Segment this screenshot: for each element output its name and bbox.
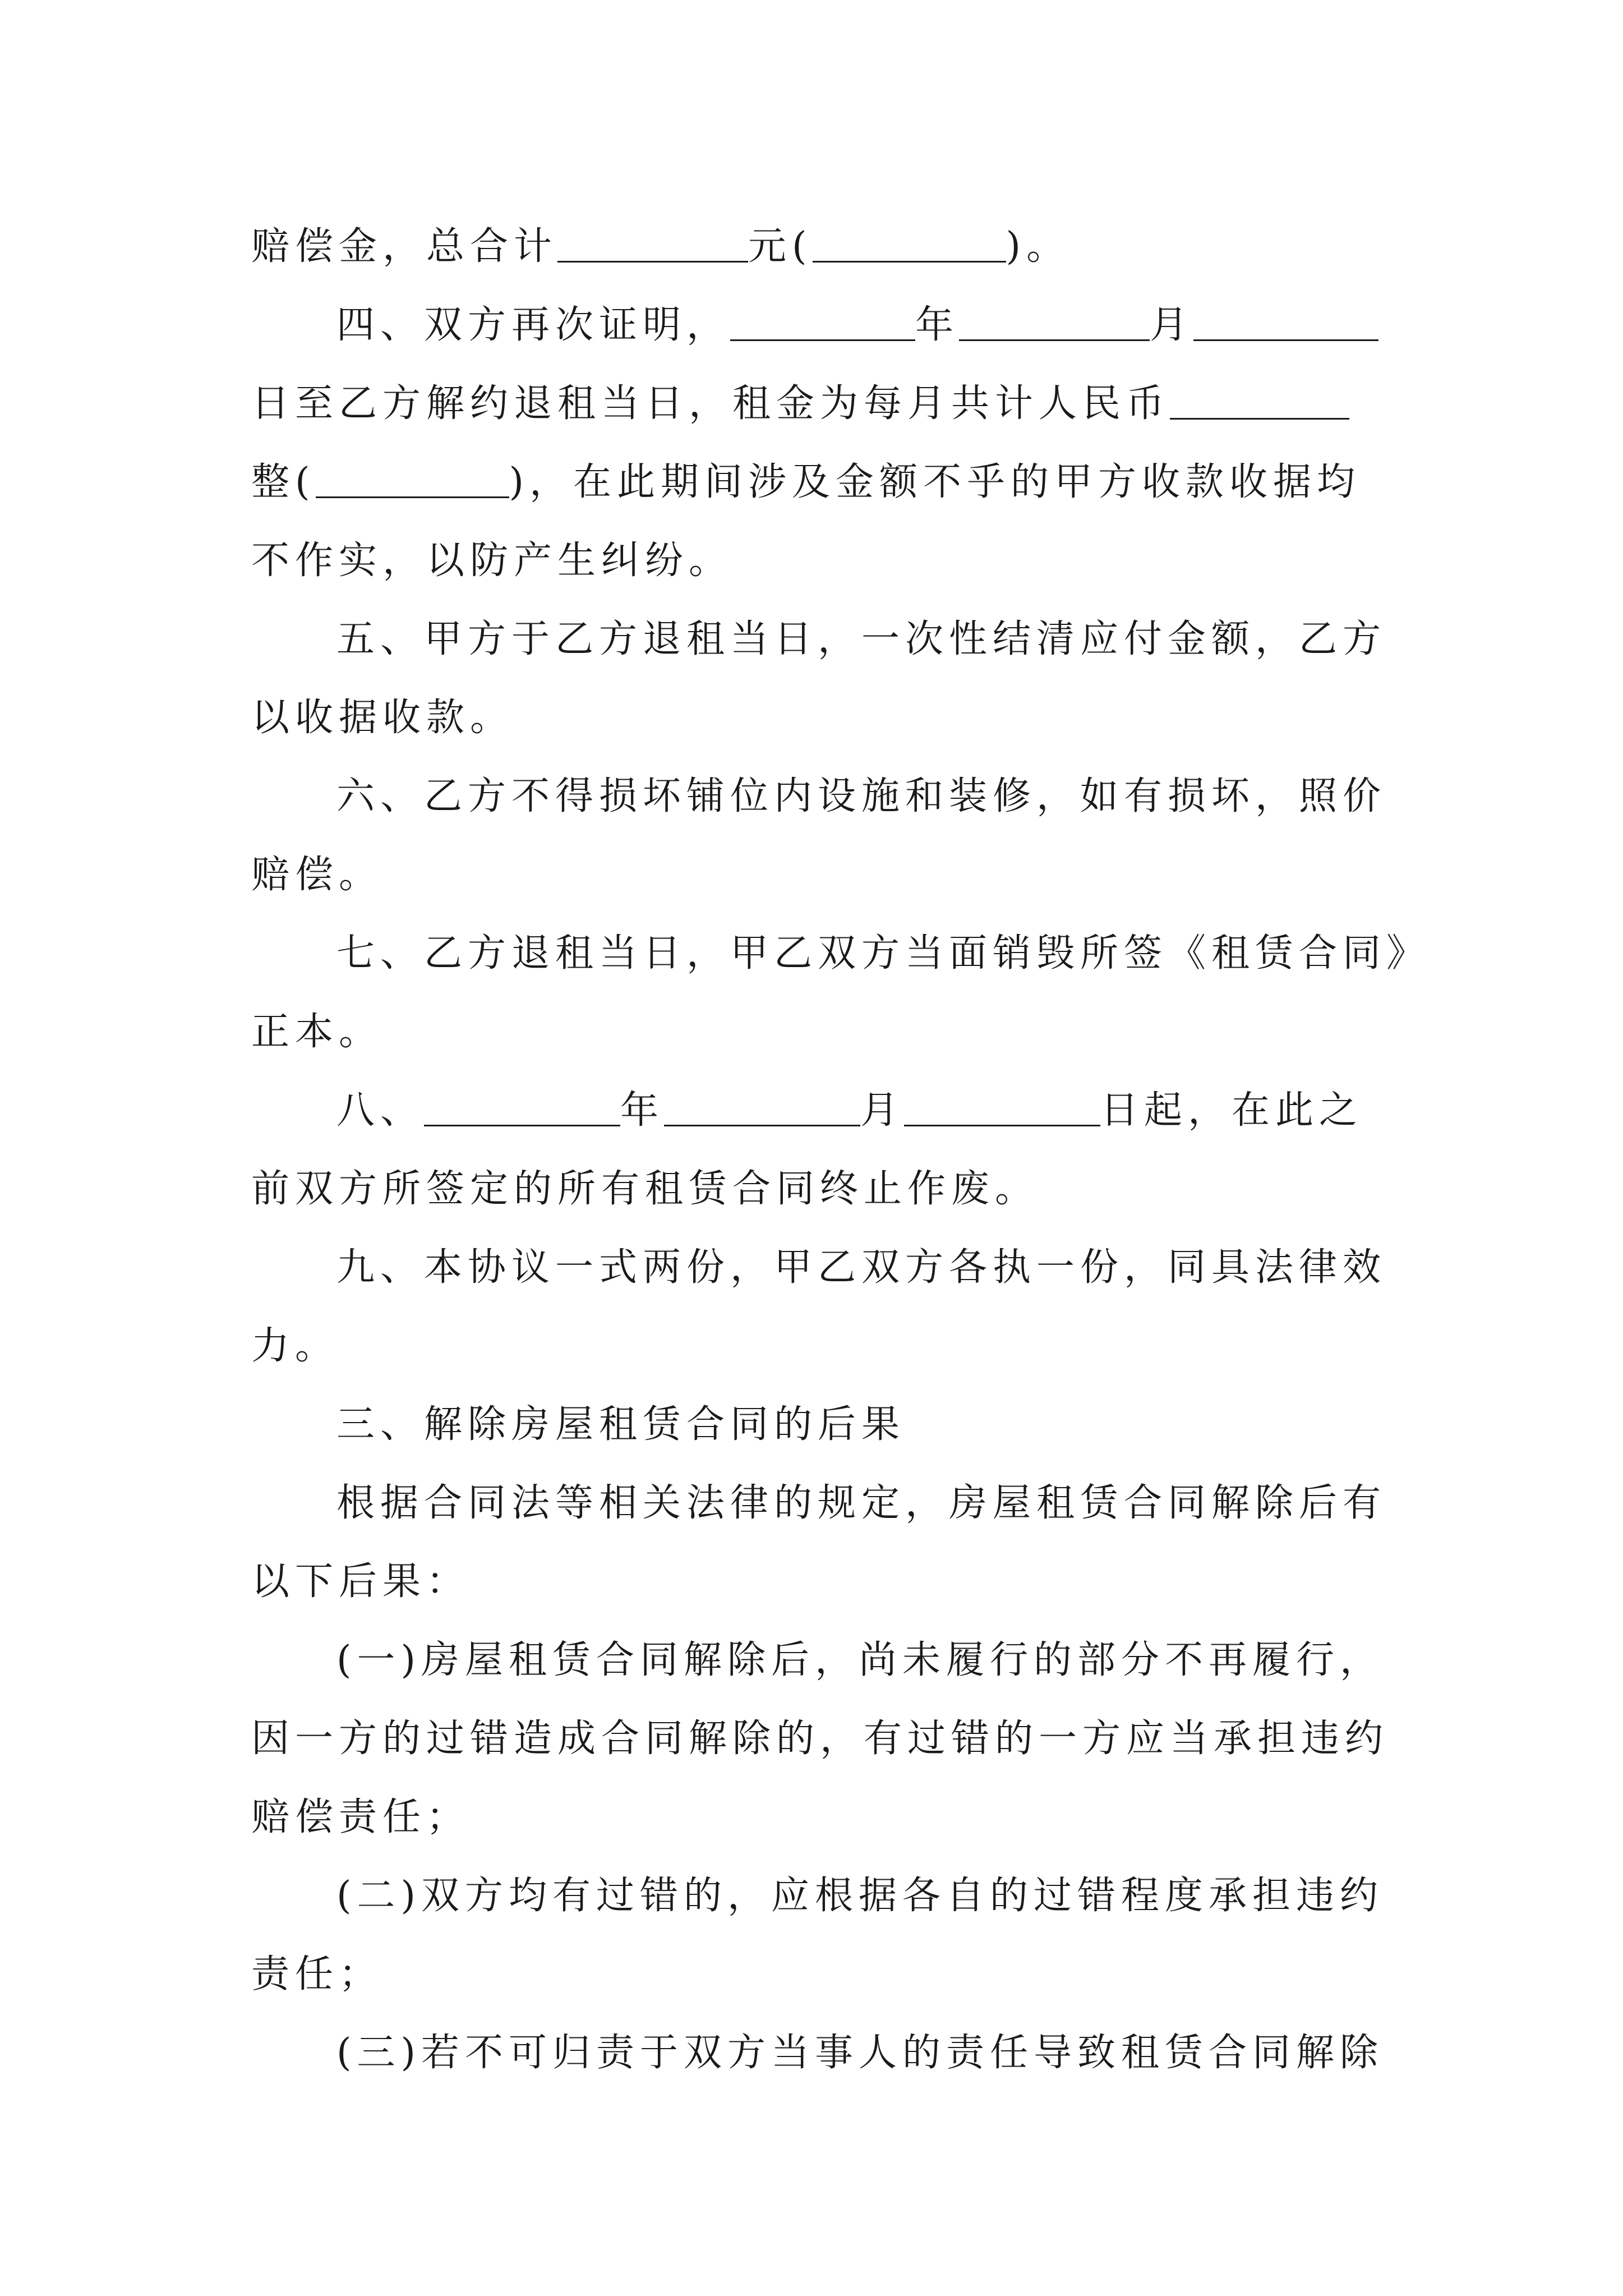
text-line: 以下后果：: [251, 1559, 471, 1604]
text-line: [251, 443, 1378, 522]
text-line: 赔偿。: [251, 853, 383, 897]
text-line: [251, 365, 1378, 443]
text-segment: )，在此期间涉及金额不乎的甲方收款收据均: [509, 460, 1361, 504]
text-line: 力。: [251, 1324, 339, 1368]
text-segment: )。: [1006, 224, 1071, 269]
text-line: 根据合同法等相关法律的规定，房屋租赁合同解除后有: [336, 1481, 1387, 1525]
text-segment: 日起，在此之: [1100, 1088, 1363, 1133]
text-line: [251, 1071, 1378, 1150]
text-line: 不作实，以防产生纠纷。: [251, 539, 733, 583]
text-line: 赔偿责任；: [251, 1795, 471, 1839]
blank-field: [813, 225, 1006, 263]
blank-field: [316, 461, 509, 498]
text-line: 九、本协议一式两份，甲乙双方各执一份，同具法律效: [336, 1245, 1387, 1290]
text-line: 因一方的过错造成合同解除的，有过错的一方应当承担违约: [251, 1717, 1389, 1761]
text-line: 五、甲方于乙方退租当日，一次性结清应付金额，乙方: [336, 617, 1387, 661]
text-line: 责任；: [251, 1952, 383, 1996]
text-segment: 年: [620, 1088, 665, 1133]
blank-field: [664, 1089, 860, 1126]
blank-field: [424, 1089, 620, 1126]
document-page: [251, 208, 1431, 2092]
blank-field: [1193, 303, 1378, 341]
text-line: 正本。: [251, 1010, 383, 1054]
section-heading: 三、解除房屋租赁合同的后果: [336, 1402, 906, 1447]
blank-field: [959, 303, 1150, 341]
text-line: 六、乙方不得损坏铺位内设施和装修，如有损坏，照价: [336, 774, 1387, 818]
text-segment: 元(: [748, 224, 813, 269]
text-segment: 赔偿金，总合计: [251, 224, 558, 269]
blank-field: [730, 303, 915, 341]
text-segment: 月: [1150, 303, 1194, 347]
text-line: (三)若不可归责于双方当事人的责任导致租赁合同解除: [336, 2031, 1384, 2075]
text-segment: 整(: [251, 460, 316, 504]
text-line: (一)房屋租赁合同解除后，尚未履行的部分不再履行，: [336, 1638, 1384, 1682]
blank-field: [904, 1089, 1100, 1126]
text-segment: 日至乙方解约退租当日，租金为每月共计人民币: [251, 381, 1170, 426]
text-line: 以收据收款。: [251, 696, 514, 740]
text-line: 前双方所签定的所有租赁合同终止作废。: [251, 1167, 1039, 1211]
blank-field: [1170, 382, 1349, 420]
text-segment: 八、: [336, 1088, 425, 1133]
text-line: 七、乙方退租当日，甲乙双方当面销毁所签《租赁合同》: [336, 931, 1431, 976]
text-line: [251, 286, 1378, 365]
text-line: [251, 208, 1378, 286]
text-line: (二)双方均有过错的，应根据各自的过错程度承担违约: [336, 1874, 1384, 1918]
blank-field: [557, 225, 748, 263]
text-segment: 年: [915, 303, 960, 347]
text-segment: 四、双方再次证明，: [336, 303, 731, 347]
text-segment: 月: [860, 1088, 905, 1133]
